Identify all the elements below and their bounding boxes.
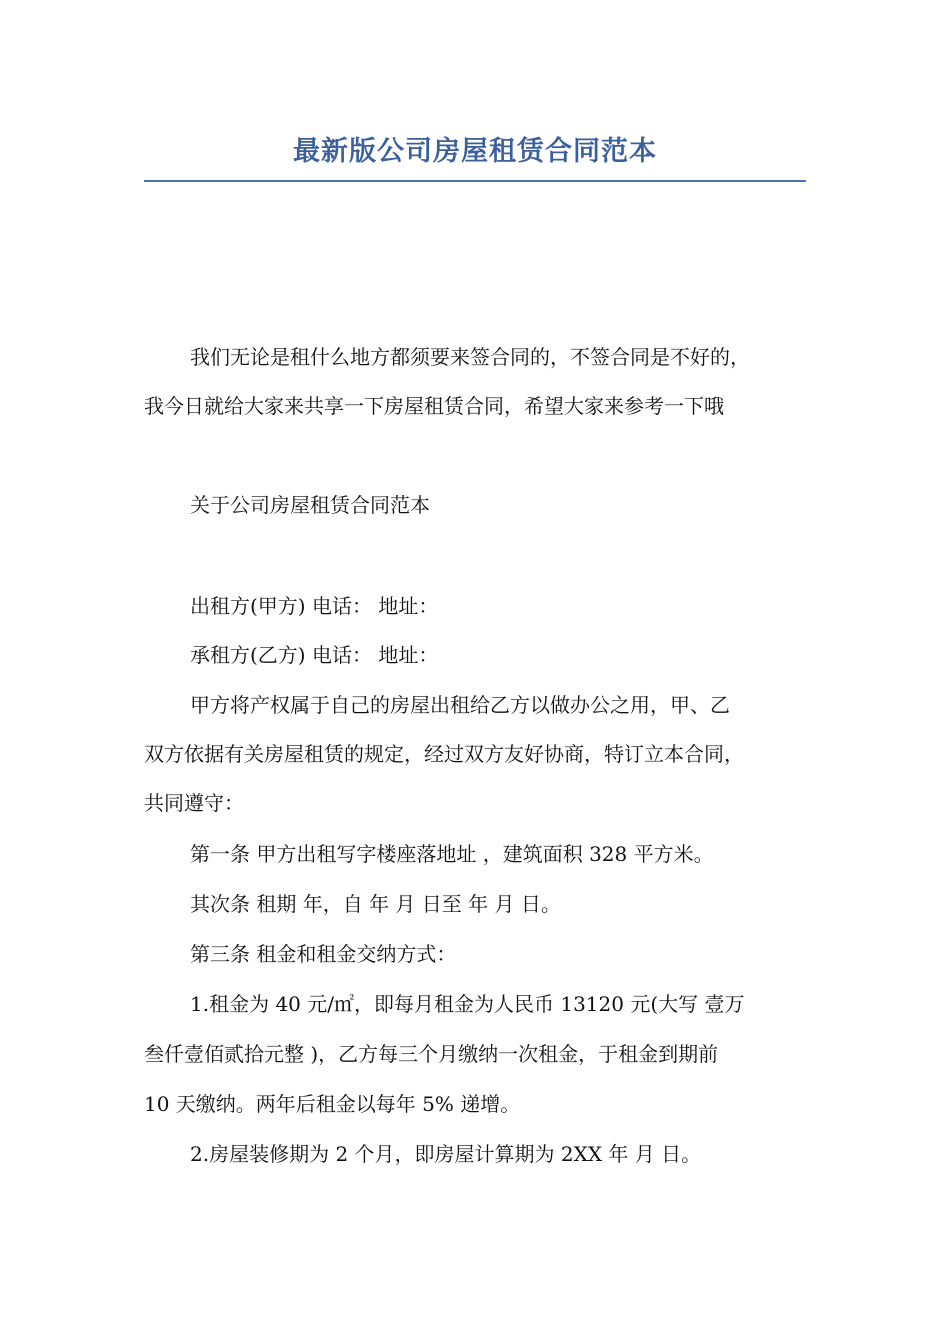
intro-line-1: 我们无论是租什么地方都须要来签合同的，不签合同是不好的， [190,345,750,369]
intro-line-2: 我今日就给大家来共享一下房屋租赁合同，希望大家来参考一下哦 [144,394,724,418]
rent-line-2: 叁仟壹佰贰拾元整 )，乙方每三个月缴纳一次租金，于租金到期前 [144,1042,719,1066]
rent-line-3: 10 天缴纳。两年后租金以每年 5% 递增。 [144,1092,521,1116]
article-1: 第一条 甲方出租写字楼座落地址 ，建筑面积 328 平方米。 [190,842,714,866]
title-underline [144,180,806,182]
document-title: 最新版公司房屋租赁合同范本 [293,136,657,167]
article-2: 其次条 租期 年，自 年 月 日至 年 月 日。 [190,892,561,916]
lessee-line: 承租方(乙方) 电话： 地址： [190,643,439,667]
purpose-line-2: 双方依据有关房屋租赁的规定，经过双方友好协商，特订立本合同， [144,742,744,766]
purpose-line-3: 共同遵守： [144,791,244,815]
article-3: 第三条 租金和租金交纳方式： [190,942,457,966]
lessor-line: 出租方(甲方) 电话： 地址： [190,594,439,618]
rent-line-1: 1.租金为 40 元/㎡，即每月租金为人民币 13120 元(大写 壹万 [190,992,745,1016]
renovation-line: 2.房屋装修期为 2 个月，即房屋计算期为 2XX 年 月 日。 [190,1142,702,1166]
section-heading: 关于公司房屋租赁合同范本 [190,493,430,517]
purpose-line-1: 甲方将产权属于自己的房屋出租给乙方以做办公之用，甲、乙 [190,693,730,717]
